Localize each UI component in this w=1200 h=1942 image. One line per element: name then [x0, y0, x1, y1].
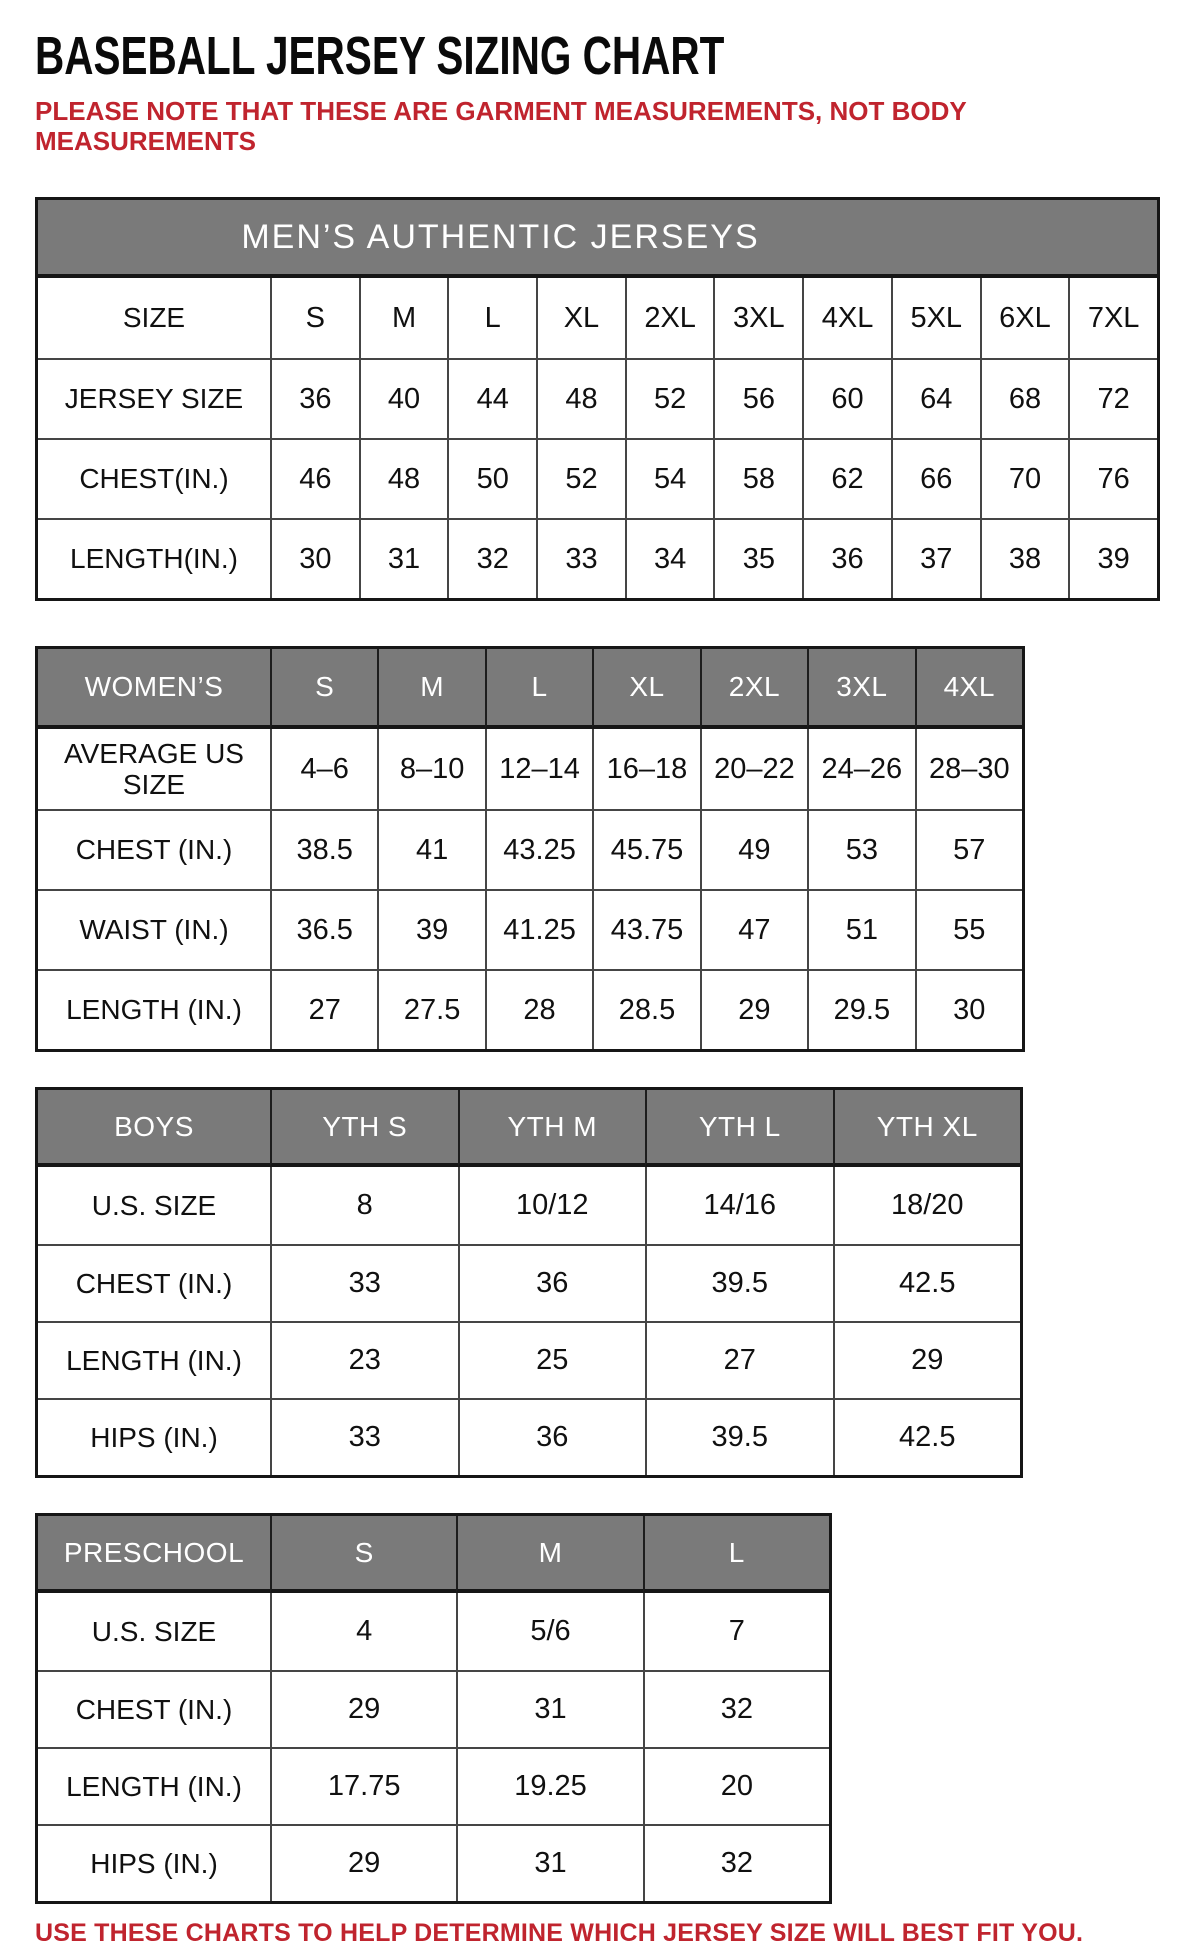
preschool-value-cell: 20	[643, 1747, 829, 1824]
womens-value-cell: 45.75	[592, 809, 699, 889]
preschool-row-label: HIPS (IN.)	[38, 1824, 270, 1901]
womens-value-cell: 20–22	[700, 729, 807, 809]
boys-value-cell: 14/16	[645, 1167, 833, 1244]
womens-value-cell: 41.25	[485, 889, 592, 969]
mens-table-title: MEN’S AUTHENTIC JERSEYS	[38, 200, 1157, 278]
preschool-value-cell: 5/6	[456, 1593, 642, 1670]
mens-row-label: JERSEY SIZE	[38, 358, 270, 438]
mens-value-cell: 6XL	[980, 278, 1069, 358]
page-title: BASEBALL JERSEY SIZING CHART	[35, 26, 725, 86]
mens-value-cell: 62	[802, 438, 891, 518]
preschool-value-cell: 32	[643, 1670, 829, 1747]
womens-value-cell: 28–30	[915, 729, 1022, 809]
womens-value-cell: 41	[377, 809, 484, 889]
mens-value-cell: 34	[625, 518, 714, 598]
womens-row-label: LENGTH (IN.)	[38, 969, 270, 1049]
womens-value-cell: 39	[377, 889, 484, 969]
mens-value-cell: 2XL	[625, 278, 714, 358]
mens-value-cell: 40	[359, 358, 448, 438]
preschool-value-cell: 19.25	[456, 1747, 642, 1824]
mens-value-cell: 50	[447, 438, 536, 518]
preschool-value-cell: 4	[270, 1593, 456, 1670]
boys-column-header: YTH L	[645, 1090, 833, 1167]
preschool-value-cell: 29	[270, 1670, 456, 1747]
mens-value-cell: 7XL	[1068, 278, 1157, 358]
boys-value-cell: 29	[833, 1321, 1021, 1398]
boys-value-cell: 27	[645, 1321, 833, 1398]
womens-value-cell: 49	[700, 809, 807, 889]
preschool-row-label: CHEST (IN.)	[38, 1670, 270, 1747]
boys-sizing-table	[35, 1087, 1023, 1478]
preschool-table-title: PRESCHOOL	[38, 1516, 270, 1593]
mens-value-cell: 32	[447, 518, 536, 598]
womens-row-label: WAIST (IN.)	[38, 889, 270, 969]
mens-value-cell: 48	[359, 438, 448, 518]
boys-value-cell: 18/20	[833, 1167, 1021, 1244]
mens-value-cell: 70	[980, 438, 1069, 518]
mens-value-cell: 3XL	[713, 278, 802, 358]
fit-help-note: USE THESE CHARTS TO HELP DETERMINE WHICH JERSEY SIZE WILL BEST FIT YOU.	[35, 1919, 1084, 1942]
womens-column-header: S	[270, 649, 377, 729]
boys-row-label: HIPS (IN.)	[38, 1398, 270, 1475]
womens-value-cell: 16–18	[592, 729, 699, 809]
womens-row-label: AVERAGE US SIZE	[38, 729, 270, 809]
mens-value-cell: 46	[270, 438, 359, 518]
preschool-value-cell: 17.75	[270, 1747, 456, 1824]
mens-value-cell: 54	[625, 438, 714, 518]
womens-value-cell: 47	[700, 889, 807, 969]
mens-value-cell: 31	[359, 518, 448, 598]
womens-value-cell: 29.5	[807, 969, 914, 1049]
womens-row-label: CHEST (IN.)	[38, 809, 270, 889]
mens-value-cell: 36	[802, 518, 891, 598]
boys-row-label: CHEST (IN.)	[38, 1244, 270, 1321]
mens-value-cell: 68	[980, 358, 1069, 438]
womens-table-title: WOMEN’S	[38, 649, 270, 729]
mens-value-cell: L	[447, 278, 536, 358]
womens-column-header: 2XL	[700, 649, 807, 729]
mens-value-cell: 37	[891, 518, 980, 598]
mens-value-cell: 76	[1068, 438, 1157, 518]
preschool-value-cell: 7	[643, 1593, 829, 1670]
mens-value-cell: 39	[1068, 518, 1157, 598]
mens-row-label: CHEST(IN.)	[38, 438, 270, 518]
preschool-value-cell: 31	[456, 1824, 642, 1901]
womens-value-cell: 27.5	[377, 969, 484, 1049]
mens-value-cell: 35	[713, 518, 802, 598]
boys-value-cell: 8	[270, 1167, 458, 1244]
womens-value-cell: 12–14	[485, 729, 592, 809]
mens-sizing-table	[35, 197, 1160, 601]
mens-value-cell: 66	[891, 438, 980, 518]
womens-value-cell: 51	[807, 889, 914, 969]
mens-value-cell: 48	[536, 358, 625, 438]
mens-row-label: LENGTH(IN.)	[38, 518, 270, 598]
mens-value-cell: 33	[536, 518, 625, 598]
mens-value-cell: 4XL	[802, 278, 891, 358]
boys-value-cell: 36	[458, 1398, 646, 1475]
boys-column-header: YTH S	[270, 1090, 458, 1167]
womens-value-cell: 43.75	[592, 889, 699, 969]
boys-column-header: YTH M	[458, 1090, 646, 1167]
preschool-column-header: S	[270, 1516, 456, 1593]
preschool-value-cell: 32	[643, 1824, 829, 1901]
preschool-row-label: LENGTH (IN.)	[38, 1747, 270, 1824]
boys-column-header: YTH XL	[833, 1090, 1021, 1167]
boys-table-title: BOYS	[38, 1090, 270, 1167]
mens-value-cell: 5XL	[891, 278, 980, 358]
womens-column-header: 3XL	[807, 649, 914, 729]
mens-value-cell: 56	[713, 358, 802, 438]
boys-row-label: LENGTH (IN.)	[38, 1321, 270, 1398]
boys-row-label: U.S. SIZE	[38, 1167, 270, 1244]
preschool-column-header: L	[643, 1516, 829, 1593]
boys-value-cell: 36	[458, 1244, 646, 1321]
womens-value-cell: 36.5	[270, 889, 377, 969]
mens-value-cell: 36	[270, 358, 359, 438]
mens-value-cell: 38	[980, 518, 1069, 598]
womens-value-cell: 27	[270, 969, 377, 1049]
womens-value-cell: 28.5	[592, 969, 699, 1049]
boys-value-cell: 39.5	[645, 1244, 833, 1321]
womens-column-header: XL	[592, 649, 699, 729]
preschool-column-header: M	[456, 1516, 642, 1593]
womens-value-cell: 28	[485, 969, 592, 1049]
preschool-value-cell: 29	[270, 1824, 456, 1901]
womens-value-cell: 24–26	[807, 729, 914, 809]
preschool-value-cell: 31	[456, 1670, 642, 1747]
preschool-sizing-table	[35, 1513, 832, 1904]
womens-value-cell: 53	[807, 809, 914, 889]
mens-value-cell: 52	[536, 438, 625, 518]
boys-value-cell: 33	[270, 1244, 458, 1321]
boys-value-cell: 10/12	[458, 1167, 646, 1244]
mens-value-cell: 52	[625, 358, 714, 438]
womens-value-cell: 4–6	[270, 729, 377, 809]
preschool-row-label: U.S. SIZE	[38, 1593, 270, 1670]
womens-value-cell: 38.5	[270, 809, 377, 889]
mens-value-cell: 64	[891, 358, 980, 438]
boys-value-cell: 25	[458, 1321, 646, 1398]
womens-value-cell: 55	[915, 889, 1022, 969]
mens-value-cell: 44	[447, 358, 536, 438]
mens-value-cell: XL	[536, 278, 625, 358]
mens-value-cell: 72	[1068, 358, 1157, 438]
boys-value-cell: 23	[270, 1321, 458, 1398]
mens-value-cell: M	[359, 278, 448, 358]
boys-value-cell: 42.5	[833, 1398, 1021, 1475]
mens-value-cell: 58	[713, 438, 802, 518]
mens-row-label: SIZE	[38, 278, 270, 358]
boys-value-cell: 42.5	[833, 1244, 1021, 1321]
mens-value-cell: 60	[802, 358, 891, 438]
womens-column-header: L	[485, 649, 592, 729]
womens-sizing-table	[35, 646, 1025, 1052]
womens-value-cell: 30	[915, 969, 1022, 1049]
boys-value-cell: 33	[270, 1398, 458, 1475]
mens-value-cell: S	[270, 278, 359, 358]
womens-value-cell: 43.25	[485, 809, 592, 889]
womens-value-cell: 57	[915, 809, 1022, 889]
womens-column-header: M	[377, 649, 484, 729]
womens-value-cell: 29	[700, 969, 807, 1049]
mens-value-cell: 30	[270, 518, 359, 598]
garment-measurement-note: PLEASE NOTE THAT THESE ARE GARMENT MEASUREMENTS, NOT BODY MEASUREMENTS	[35, 96, 967, 156]
womens-value-cell: 8–10	[377, 729, 484, 809]
womens-column-header: 4XL	[915, 649, 1022, 729]
boys-value-cell: 39.5	[645, 1398, 833, 1475]
